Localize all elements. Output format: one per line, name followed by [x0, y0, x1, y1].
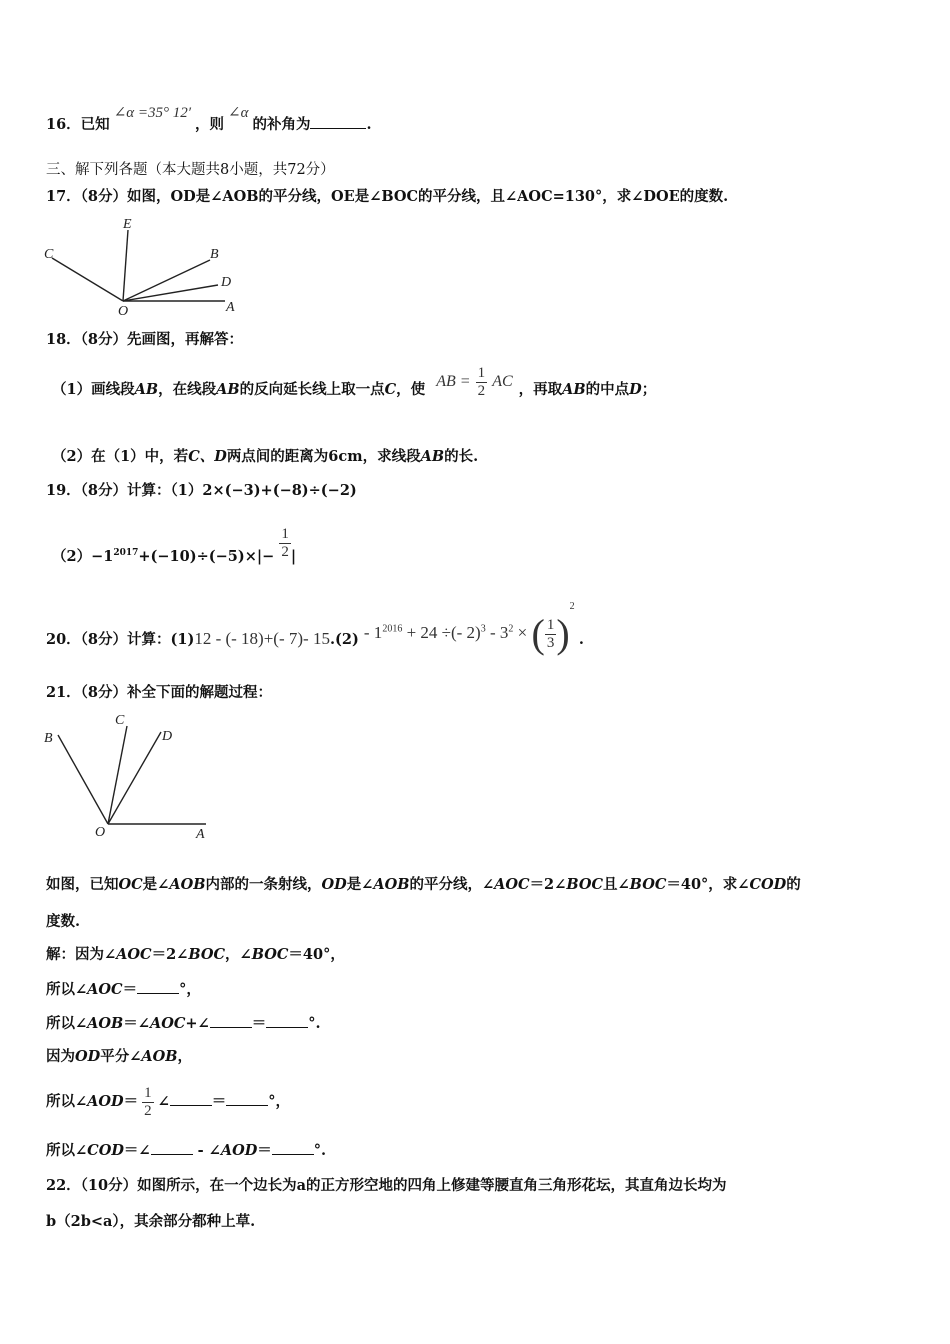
- q18-p1-point-c: C: [384, 381, 397, 398]
- q21-s5-blank1: [170, 1105, 212, 1106]
- label-e: E: [123, 217, 132, 232]
- q16-number: 16．已知: [46, 116, 110, 133]
- ray-oe: [123, 230, 128, 301]
- q20-sep: .(2): [329, 630, 359, 648]
- q16-angle-value: ∠α =35° 12′: [113, 105, 192, 121]
- q21-stmt-a: 如图，已知: [46, 876, 119, 893]
- q20-frac-num: 1: [546, 617, 555, 633]
- q18-p1-c: 的反向延长线上取一点: [239, 381, 385, 398]
- q21-s2-a: 所以∠: [46, 981, 88, 998]
- q18-p1-f: 的中点: [585, 381, 630, 398]
- q21-stmt-boc2: BOC: [629, 876, 667, 893]
- q18-p2-ab: AB: [420, 448, 445, 465]
- q19-p2-c: |: [290, 548, 297, 565]
- q19-frac-den: 2: [281, 543, 289, 560]
- q21-s1-boc2: BOC: [251, 946, 289, 963]
- q19-frac-num: 1: [281, 526, 289, 542]
- section-3-heading: 三、解下列各题（本大题共8小题，共72分）: [46, 162, 335, 178]
- q20-expr2d: ×: [513, 622, 528, 642]
- q21-s4-od: OD: [75, 1048, 101, 1065]
- q20-outer-exp: 2: [569, 601, 575, 613]
- ray-oc: [108, 726, 127, 824]
- q21-stmt-cod: COD: [749, 876, 787, 893]
- q20-fraction: [545, 617, 557, 651]
- q18-p1-d: ，使: [396, 381, 426, 398]
- q21-s1-c: ，∠: [225, 946, 252, 963]
- q21-stmt-g: 且∠: [603, 876, 630, 893]
- q21-s2-c: °，: [179, 981, 201, 998]
- q21-step-2: [46, 981, 201, 998]
- q21-stmt-c: 内部的一条射线，: [205, 876, 322, 893]
- question-18-part1: [52, 365, 657, 410]
- q21-stmt-aob: AOB: [169, 876, 206, 893]
- q20-label: 20．（8分）计算：(1): [46, 630, 195, 648]
- q20-left-paren: (: [531, 611, 545, 656]
- q20-exp-2016: 2016: [382, 623, 403, 635]
- q21-s5-e: °，: [268, 1093, 291, 1110]
- q20-paren-group: [531, 601, 575, 656]
- q21-step-4: [46, 1048, 192, 1065]
- q21-stmt-od: OD: [321, 876, 347, 893]
- q21-s4-c: ，: [177, 1048, 193, 1065]
- q21-s2-aoc: AOC: [87, 981, 123, 998]
- label-b: B: [210, 247, 219, 262]
- q20-right-paren: ): [556, 611, 570, 656]
- q21-statement-line2: 度数.: [46, 913, 81, 930]
- q20-exp-3: 3: [480, 623, 486, 635]
- q19-fraction: [279, 526, 291, 560]
- q21-s5-fraction: [142, 1085, 154, 1119]
- q21-s6-blank1: [151, 1154, 193, 1155]
- q21-stmt-d: 是∠: [346, 876, 374, 893]
- q21-stmt-oc: OC: [118, 876, 143, 893]
- q20-expr2: [363, 601, 579, 656]
- q18-p1-a: （1）画线段: [52, 381, 135, 398]
- q16-tail: 的补角为: [252, 116, 311, 133]
- q21-s6-e: °.: [313, 1142, 327, 1159]
- q21-s5-c: ∠: [157, 1093, 170, 1110]
- q21-statement-line1: [46, 876, 801, 893]
- q16-mid: ，则: [195, 116, 225, 133]
- question-19-part2: [52, 526, 297, 574]
- q21-stmt-aob2: AOB: [373, 876, 410, 893]
- q17-angle-figure: [40, 212, 280, 322]
- q21-s3-a: 所以∠: [46, 1015, 88, 1032]
- q21-s3-b: ＝∠: [123, 1015, 150, 1032]
- label-b: B: [44, 731, 53, 746]
- ray-od: [108, 732, 161, 824]
- q18-p1-e: ，再取: [518, 381, 563, 398]
- q21-s3-c: +∠: [185, 1015, 210, 1032]
- q21-stmt-b: 是∠: [142, 876, 170, 893]
- q19-p2-a: （2）−1: [52, 548, 114, 565]
- q18-p2-a: （2）在（1）中，若: [52, 448, 189, 465]
- question-18-part2: [52, 448, 478, 465]
- question-18-title: 18．（8分）先画图，再解答：: [46, 331, 244, 348]
- question-21-title: 21．（8分）补全下面的解题过程：: [46, 684, 273, 701]
- q21-s5-blank2: [226, 1105, 268, 1106]
- q18-formula-rhs: AC: [492, 373, 513, 390]
- q21-step-1: [46, 946, 345, 963]
- label-c: C: [44, 247, 54, 262]
- label-a: A: [226, 300, 235, 315]
- q20-exp-2: 2: [508, 623, 514, 635]
- q18-formula: [436, 365, 512, 399]
- q19-p2-b: +(−10)÷(−5)×|−: [138, 548, 275, 565]
- q21-s6-cod: COD: [87, 1142, 124, 1159]
- q21-s3-aob: AOB: [87, 1015, 124, 1032]
- q21-s1-b: ＝2∠: [151, 946, 189, 963]
- label-o: O: [95, 825, 106, 838]
- q21-s3-blank1: [210, 1027, 252, 1028]
- q21-s5-d: ＝: [211, 1093, 227, 1110]
- q21-stmt-e: 的平分线，∠: [409, 876, 495, 893]
- q20-expr2a: - 1: [363, 622, 383, 642]
- label-a: A: [196, 827, 205, 838]
- q21-stmt-boc: BOC: [566, 876, 604, 893]
- q21-s4-b: 平分∠: [100, 1048, 142, 1065]
- q21-s3-aoc: AOC: [149, 1015, 186, 1032]
- q21-step-3: [46, 1015, 321, 1032]
- q21-s1-d: ＝40°，: [288, 946, 345, 963]
- q18-p1-point-d: D: [629, 381, 642, 398]
- q21-s5-a: 所以∠: [46, 1093, 88, 1110]
- ray-oc: [52, 258, 123, 301]
- q21-s5-b: ＝: [123, 1093, 139, 1110]
- question-22-line2: b（2b<a），其余部分都种上草.: [46, 1213, 256, 1230]
- q21-s6-d: ＝: [257, 1142, 272, 1159]
- q21-s5-frac-num: 1: [144, 1085, 152, 1101]
- q18-p2-c: 的长.: [444, 448, 479, 465]
- q18-p2-b: 两点间的距离为6cm，求线段: [226, 448, 421, 465]
- q18-p1-ab: AB: [134, 381, 159, 398]
- label-o: O: [118, 304, 129, 319]
- q21-s1-a: 解：因为∠: [46, 946, 117, 963]
- q21-stmt-i: 的: [786, 876, 801, 893]
- q18-p1-ab2: AB: [216, 381, 240, 398]
- q21-s4-a: 因为: [46, 1048, 75, 1065]
- label-d: D: [221, 275, 232, 290]
- question-19-part1: 19．（8分）计算：（1）2×(−3)+(−8)÷(−2): [46, 482, 357, 499]
- q21-s2-b: ＝: [122, 981, 138, 998]
- q21-s6-a: 所以∠: [46, 1142, 88, 1159]
- ray-od: [123, 285, 218, 301]
- q19-exponent: 2017: [113, 548, 139, 559]
- q21-s3-blank2: [266, 1027, 308, 1028]
- q18-p2-cd: C、D: [188, 448, 227, 465]
- q21-s1-aoc: AOC: [116, 946, 152, 963]
- q18-p1-ab3: AB: [562, 381, 586, 398]
- q18-frac-num: 1: [477, 365, 486, 381]
- q20-expr2c: - 3: [485, 622, 509, 642]
- q21-s5-frac-den: 2: [144, 1102, 152, 1119]
- label-c: C: [115, 713, 125, 728]
- question-20: [46, 601, 584, 660]
- q21-s4-aob: AOB: [141, 1048, 178, 1065]
- q20-end: .: [578, 630, 584, 648]
- q20-expr2b: + 24 ÷(- 2): [402, 622, 481, 642]
- q18-formula-lhs: AB =: [436, 373, 471, 390]
- q20-frac-den: 3: [546, 634, 555, 651]
- q18-p1-g: ；: [641, 381, 657, 398]
- q21-s6-blank2: [272, 1154, 314, 1155]
- q21-step-6: [46, 1142, 326, 1159]
- q21-s3-e: °.: [308, 1015, 321, 1032]
- q21-s6-b: ＝∠: [123, 1142, 151, 1159]
- q18-p1-b: ，在线段: [158, 381, 217, 398]
- q21-stmt-h: ＝40°，求∠: [666, 876, 750, 893]
- ray-ob: [58, 735, 108, 824]
- q21-s5-aod: AOD: [87, 1093, 124, 1110]
- q21-s1-boc: BOC: [188, 946, 226, 963]
- ray-ob: [123, 260, 210, 301]
- q18-formula-fraction: [476, 365, 488, 399]
- q20-expr1: 12 - (- 18)+(- 7)- 15: [194, 628, 330, 648]
- q21-s3-d: ＝: [251, 1015, 267, 1032]
- label-d: D: [162, 729, 173, 744]
- q16-answer-blank: [310, 128, 366, 129]
- q21-angle-figure: [38, 708, 238, 838]
- q21-step-5: [46, 1080, 290, 1124]
- question-16: [46, 105, 372, 134]
- q21-s6-c: - ∠: [192, 1142, 221, 1159]
- q21-s2-blank: [137, 993, 179, 994]
- q21-s6-aod: AOD: [220, 1142, 258, 1159]
- question-22-line1: 22．（10分）如图所示，在一个边长为a的正方形空地的四角上修建等腰直角三角形花坛，其直角边长均为: [46, 1177, 727, 1194]
- q21-stmt-f: ＝2∠: [529, 876, 567, 893]
- q16-angle-symbol: ∠α: [228, 105, 249, 121]
- q21-stmt-aoc: AOC: [494, 876, 530, 893]
- q18-frac-den: 2: [477, 382, 486, 399]
- question-17: 17．（8分）如图，OD是∠AOB的平分线，OE是∠BOC的平分线，且∠AOC=130°，求∠DOE的度数.: [46, 188, 729, 205]
- q16-end: .: [366, 116, 372, 133]
